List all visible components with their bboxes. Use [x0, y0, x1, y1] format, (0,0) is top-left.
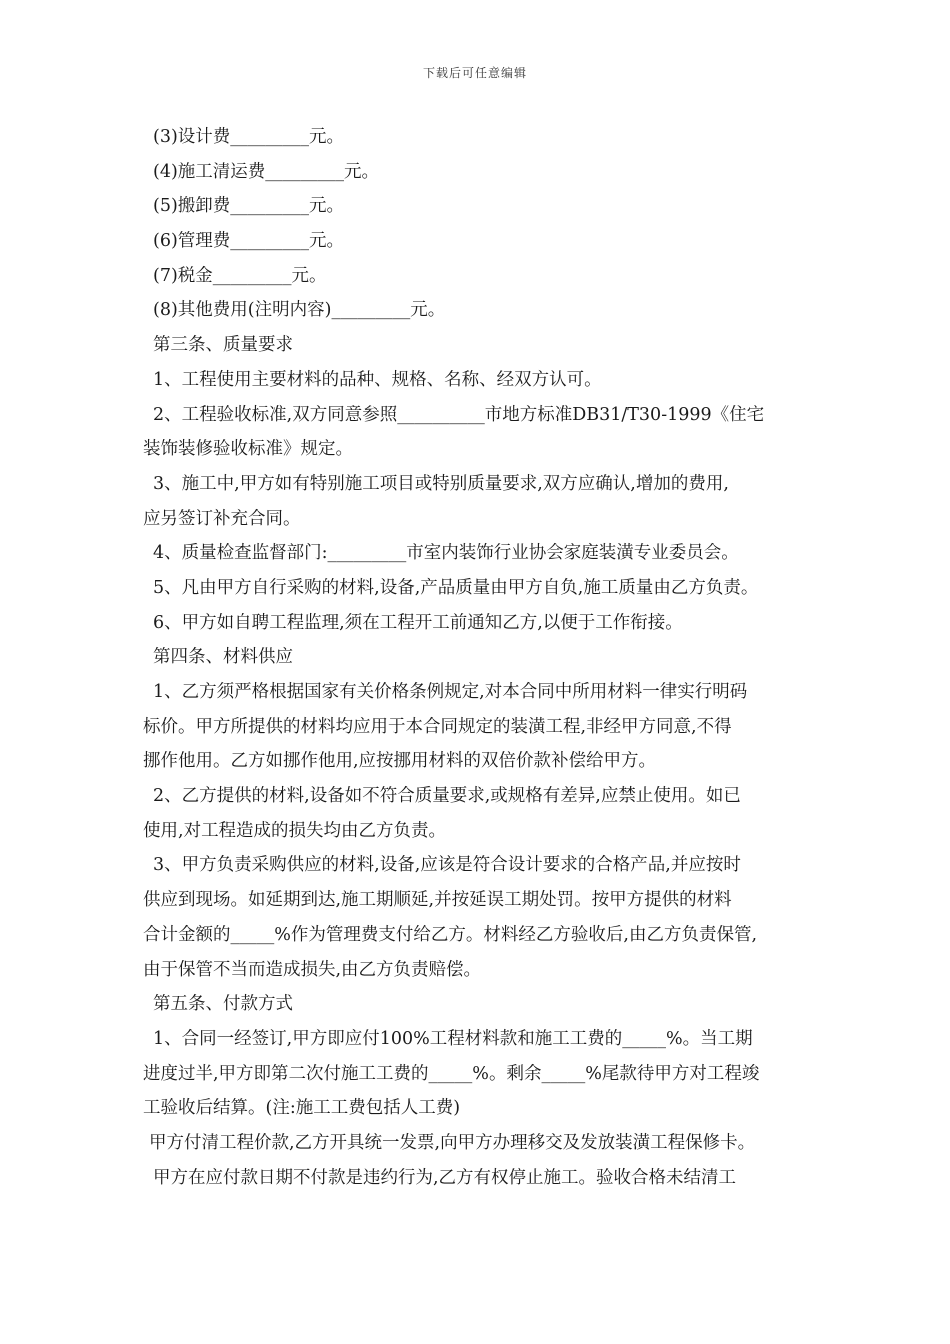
- page-header: 下载后可任意编辑: [422, 66, 527, 80]
- text-line: 3、施工中,甲方如有特别施工项目或特别质量要求,双方应确认,增加的费用,: [153, 473, 729, 494]
- text-line: 2、乙方提供的材料,设备如不符合质量要求,或规格有差异,应禁止使用。如已: [153, 786, 741, 807]
- text-line: 使用,对工程造成的损失均由乙方负责。: [143, 820, 447, 841]
- text-line: 甲方付清工程价款,乙方开具统一发票,向甲方办理移交及发放装潢工程保修卡。: [149, 1132, 756, 1153]
- text-line: (6)管理费_________元。: [153, 231, 345, 252]
- text-line: (5)搬卸费_________元。: [153, 196, 345, 217]
- text-line: (8)其他费用(注明内容)_________元。: [153, 300, 446, 321]
- text-line: 4、质量检查监督部门:_________市室内装饰行业协会家庭装潢专业委员会。: [153, 543, 739, 564]
- text-line: (4)施工清运费_________元。: [153, 161, 380, 182]
- text-line: 由于保管不当而造成损失,由乙方负责赔偿。: [143, 959, 482, 980]
- text-line: 工验收后结算。(注:施工工费包括人工费): [143, 1098, 461, 1119]
- text-line: 挪作他用。乙方如挪作他用,应按挪用材料的双倍价款补偿给甲方。: [143, 751, 657, 772]
- text-line: 装饰装修验收标准》规定。: [143, 439, 353, 460]
- text-line: 3、甲方负责采购供应的材料,设备,应该是符合设计要求的合格产品,并应按时: [153, 855, 741, 876]
- section-heading: 第三条、质量要求: [153, 335, 293, 356]
- section-heading: 第四条、材料供应: [153, 647, 293, 668]
- text-line: 供应到现场。如延期到达,施工期顺延,并按延误工期处罚。按甲方提供的材料: [143, 890, 732, 911]
- text-line: 2、工程验收标准,双方同意参照__________市地方标准DB31/T30-1999《住宅: [153, 404, 765, 425]
- section-heading: 第五条、付款方式: [153, 994, 293, 1015]
- text-line: 应另签订补充合同。: [143, 508, 301, 529]
- text-line: 进度过半,甲方即第二次付施工工费的_____%。剩余_____%尾款待甲方对工程竣: [143, 1063, 760, 1084]
- text-line: 标价。甲方所提供的材料均应用于本合同规定的装潢工程,非经甲方同意,不得: [143, 716, 732, 737]
- document-body: [143, 120, 818, 1195]
- text-line: (3)设计费_________元。: [153, 127, 345, 147]
- text-line: 甲方在应付款日期不付款是违约行为,乙方有权停止施工。验收合格未结清工: [153, 1167, 737, 1188]
- text-line: 5、凡由甲方自行采购的材料,设备,产品质量由甲方自负,施工质量由乙方负责。: [153, 577, 759, 598]
- text-line: 6、甲方如自聘工程监理,须在工程开工前通知乙方,以便于工作衔接。: [153, 612, 683, 633]
- text-line: (7)税金_________元。: [153, 265, 327, 286]
- text-line: 1、乙方须严格根据国家有关价格条例规定,对本合同中所用材料一律实行明码: [153, 682, 748, 702]
- text-line: 1、工程使用主要材料的品种、规格、名称、经双方认可。: [153, 369, 602, 390]
- text-line: 合计金额的_____%作为管理费支付给乙方。材料经乙方验收后,由乙方负责保管,: [143, 924, 758, 945]
- text-line: 1、合同一经签订,甲方即应付100%工程材料款和施工工费的_____%。当工期: [153, 1028, 753, 1049]
